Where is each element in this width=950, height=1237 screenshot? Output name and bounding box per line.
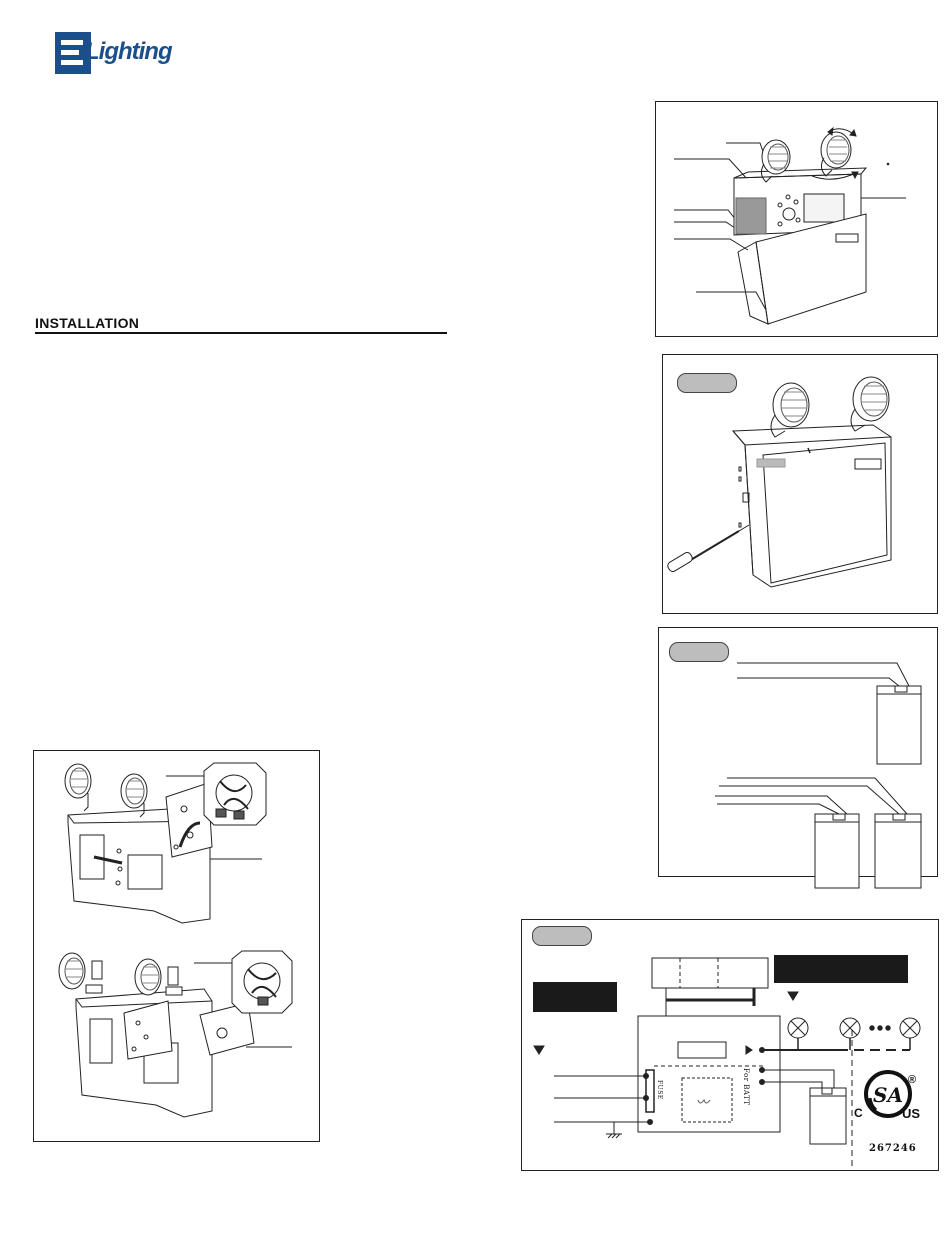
svg-text:SA: SA: [873, 1083, 903, 1107]
ee-lighting-logo: [55, 32, 173, 74]
installation-heading: INSTALLATION: [35, 315, 447, 334]
fixture-parts-drawing: [656, 102, 937, 336]
csa-registered-marker: ®: [908, 1074, 917, 1086]
figure-wiring-diagram: [521, 919, 939, 1171]
battery-label: For BATT: [742, 1068, 750, 1106]
battery-connection-drawing: [659, 628, 937, 876]
csa-us-marker: US: [902, 1106, 921, 1121]
figure-cover-removal: [662, 354, 938, 614]
logo-brand-text: Lighting: [85, 38, 172, 65]
csa-certificate-number: 267246: [869, 1143, 917, 1154]
csa-certification-mark: [854, 1066, 928, 1136]
cover-removal-drawing: [663, 355, 937, 613]
fuse-label: FUSE: [656, 1080, 663, 1100]
figure-junction-box-mounting: [33, 750, 320, 1142]
figure-fixture-parts: [655, 101, 938, 337]
csa-logo-icon: [858, 1066, 928, 1136]
junction-box-drawing: [34, 751, 319, 1141]
csa-c-marker: C: [854, 1106, 863, 1120]
figure-battery-connection: [658, 627, 938, 877]
